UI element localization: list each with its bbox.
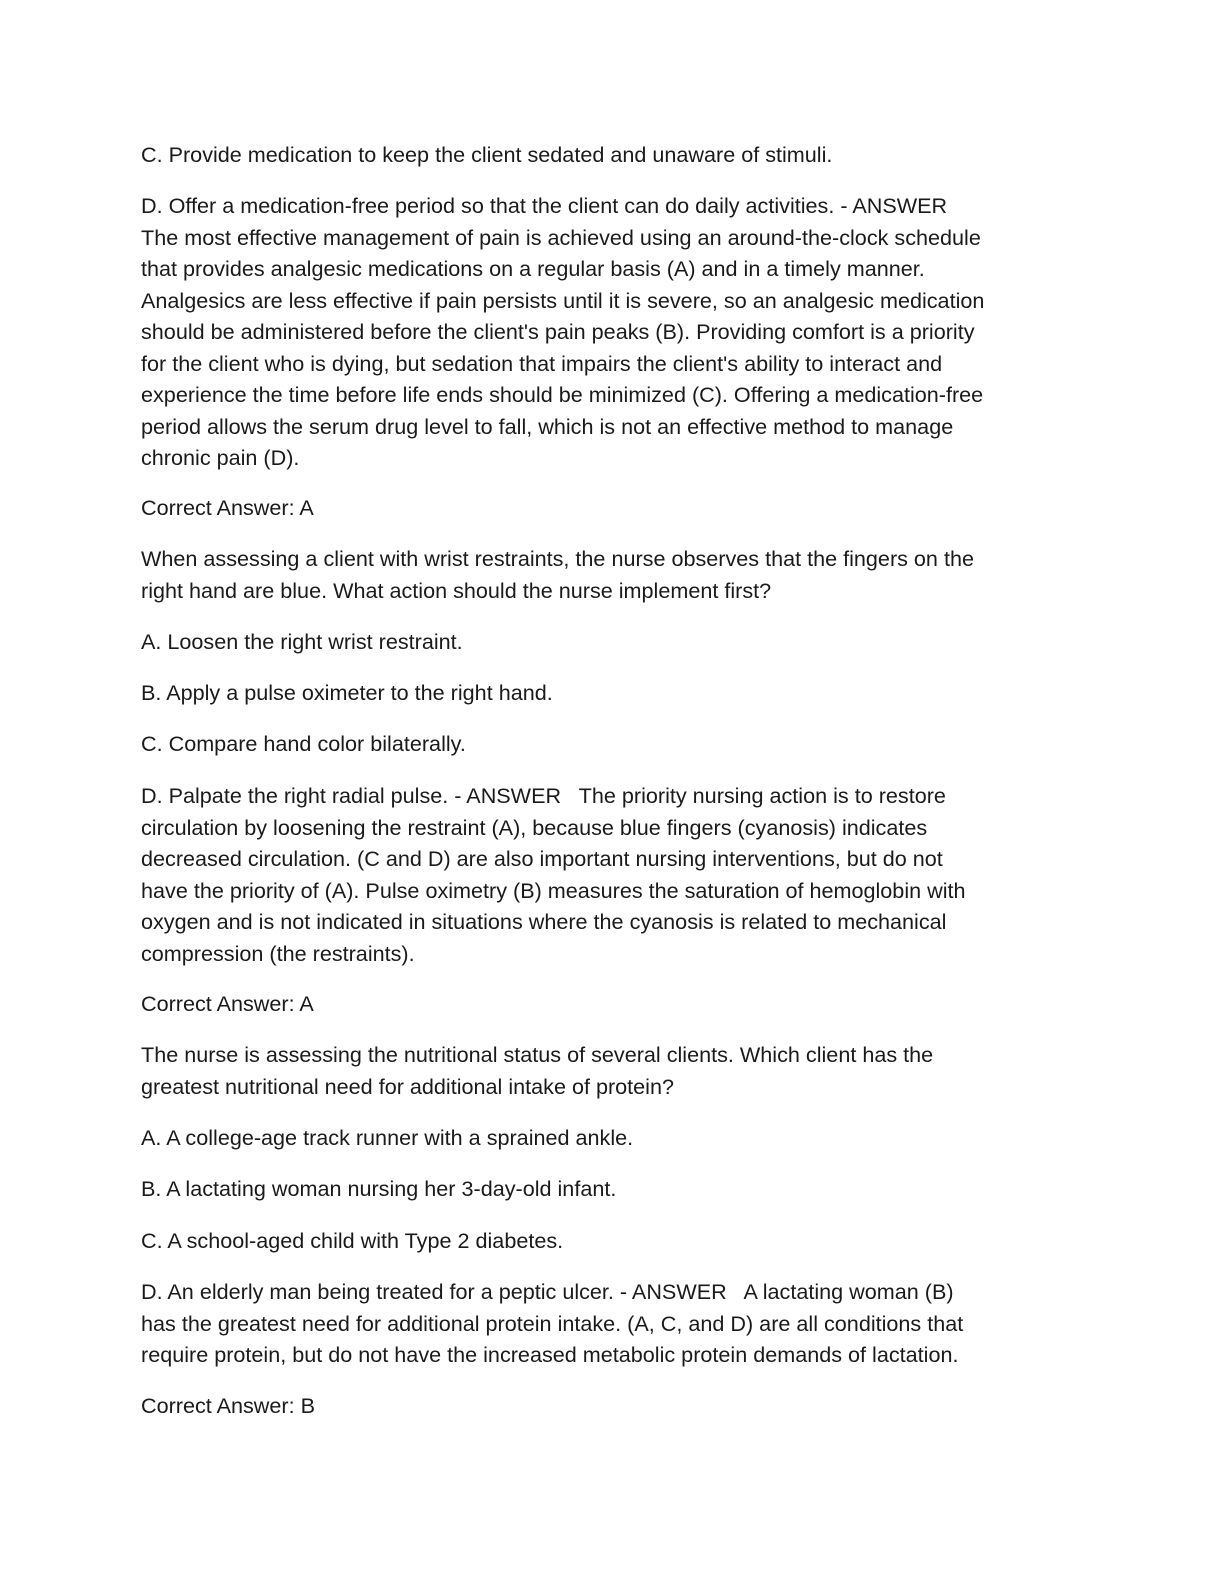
text-line: have the priority of (A). Pulse oximetry (B) measures the saturation of hemoglobin with <box>141 877 966 903</box>
paragraph <box>141 543 1101 606</box>
text-line: right hand are blue. What action should the nurse implement first? <box>141 577 772 603</box>
text-line: period allows the serum drug level to fall, which is not an effective method to manage <box>141 413 954 439</box>
text-line: C. Provide medication to keep the client sedated and unaware of stimuli. <box>141 142 833 167</box>
text-line: C. A school-aged child with Type 2 diabetes. <box>141 1228 564 1253</box>
text-line: D. Palpate the right radial pulse. - ANSWER The priority nursing action is to restore <box>141 783 946 808</box>
text-line: experience the time before life ends should be minimized (C). Offering a medication-free <box>141 382 984 407</box>
text-line: chronic pain (D). <box>141 445 300 470</box>
text-line: greatest nutritional need for additional intake of protein? <box>141 1073 675 1099</box>
text-line: A. A college-age track runner with a sprained ankle. <box>141 1125 634 1150</box>
text-line: A. Loosen the right wrist restraint. <box>141 629 463 654</box>
text-line: The most effective management of pain is achieved using an around-the-clock schedule <box>141 224 981 250</box>
paragraph <box>141 1390 1101 1422</box>
paragraph <box>141 728 1101 760</box>
text-line: C. Compare hand color bilaterally. <box>141 731 466 756</box>
paragraph <box>141 988 1101 1020</box>
paragraph <box>141 1039 1101 1102</box>
text-line: B. Apply a pulse oximeter to the right hand. <box>141 680 553 705</box>
text-line: D. An elderly man being treated for a peptic ulcer. - ANSWER A lactating woman (B) <box>141 1279 954 1304</box>
paragraph <box>141 139 1101 171</box>
paragraph <box>141 190 1101 474</box>
paragraph <box>141 492 1101 524</box>
paragraph <box>141 677 1101 709</box>
paragraph <box>141 1276 1101 1371</box>
text-line: B. A lactating woman nursing her 3-day-old infant. <box>141 1176 617 1201</box>
paragraph <box>141 1173 1101 1205</box>
paragraph <box>141 1122 1101 1154</box>
paragraph <box>141 626 1101 658</box>
text-line: compression (the restraints). <box>141 940 415 966</box>
text-line: require protein, but do not have the increased metabolic protein demands of lactation. <box>141 1342 959 1367</box>
text-line: oxygen and is not indicated in situations where the cyanosis is related to mechanical <box>141 909 947 934</box>
paragraph <box>141 1225 1101 1257</box>
paragraph <box>141 780 1101 969</box>
text-line: Correct Answer: A <box>141 991 314 1016</box>
text-line: D. Offer a medication-free period so that the client can do daily activities. - ANSWER <box>141 193 948 218</box>
text-line: that provides analgesic medications on a regular basis (A) and in a timely manner. <box>141 256 925 281</box>
text-line: has the greatest need for additional protein intake. (A, C, and D) are all conditions that <box>141 1310 964 1336</box>
text-line: Correct Answer: A <box>141 495 314 520</box>
text-line: for the client who is dying, but sedation that impairs the client's ability to interact and <box>141 350 943 376</box>
text-line: Correct Answer: B <box>141 1393 316 1418</box>
text-line: decreased circulation. (C and D) are also important nursing interventions, but do not <box>141 846 943 871</box>
text-line: should be administered before the client's pain peaks (B). Providing comfort is a priority <box>141 319 975 344</box>
text-line: The nurse is assessing the nutritional status of several clients. Which client has the <box>141 1042 934 1067</box>
text-line: When assessing a client with wrist restraints, the nurse observes that the fingers on the <box>141 546 974 571</box>
text-line: Analgesics are less effective if pain persists until it is severe, so an analgesic medication <box>141 287 985 313</box>
text-line: circulation by loosening the restraint (A), because blue fingers (cyanosis) indicates <box>141 814 928 840</box>
